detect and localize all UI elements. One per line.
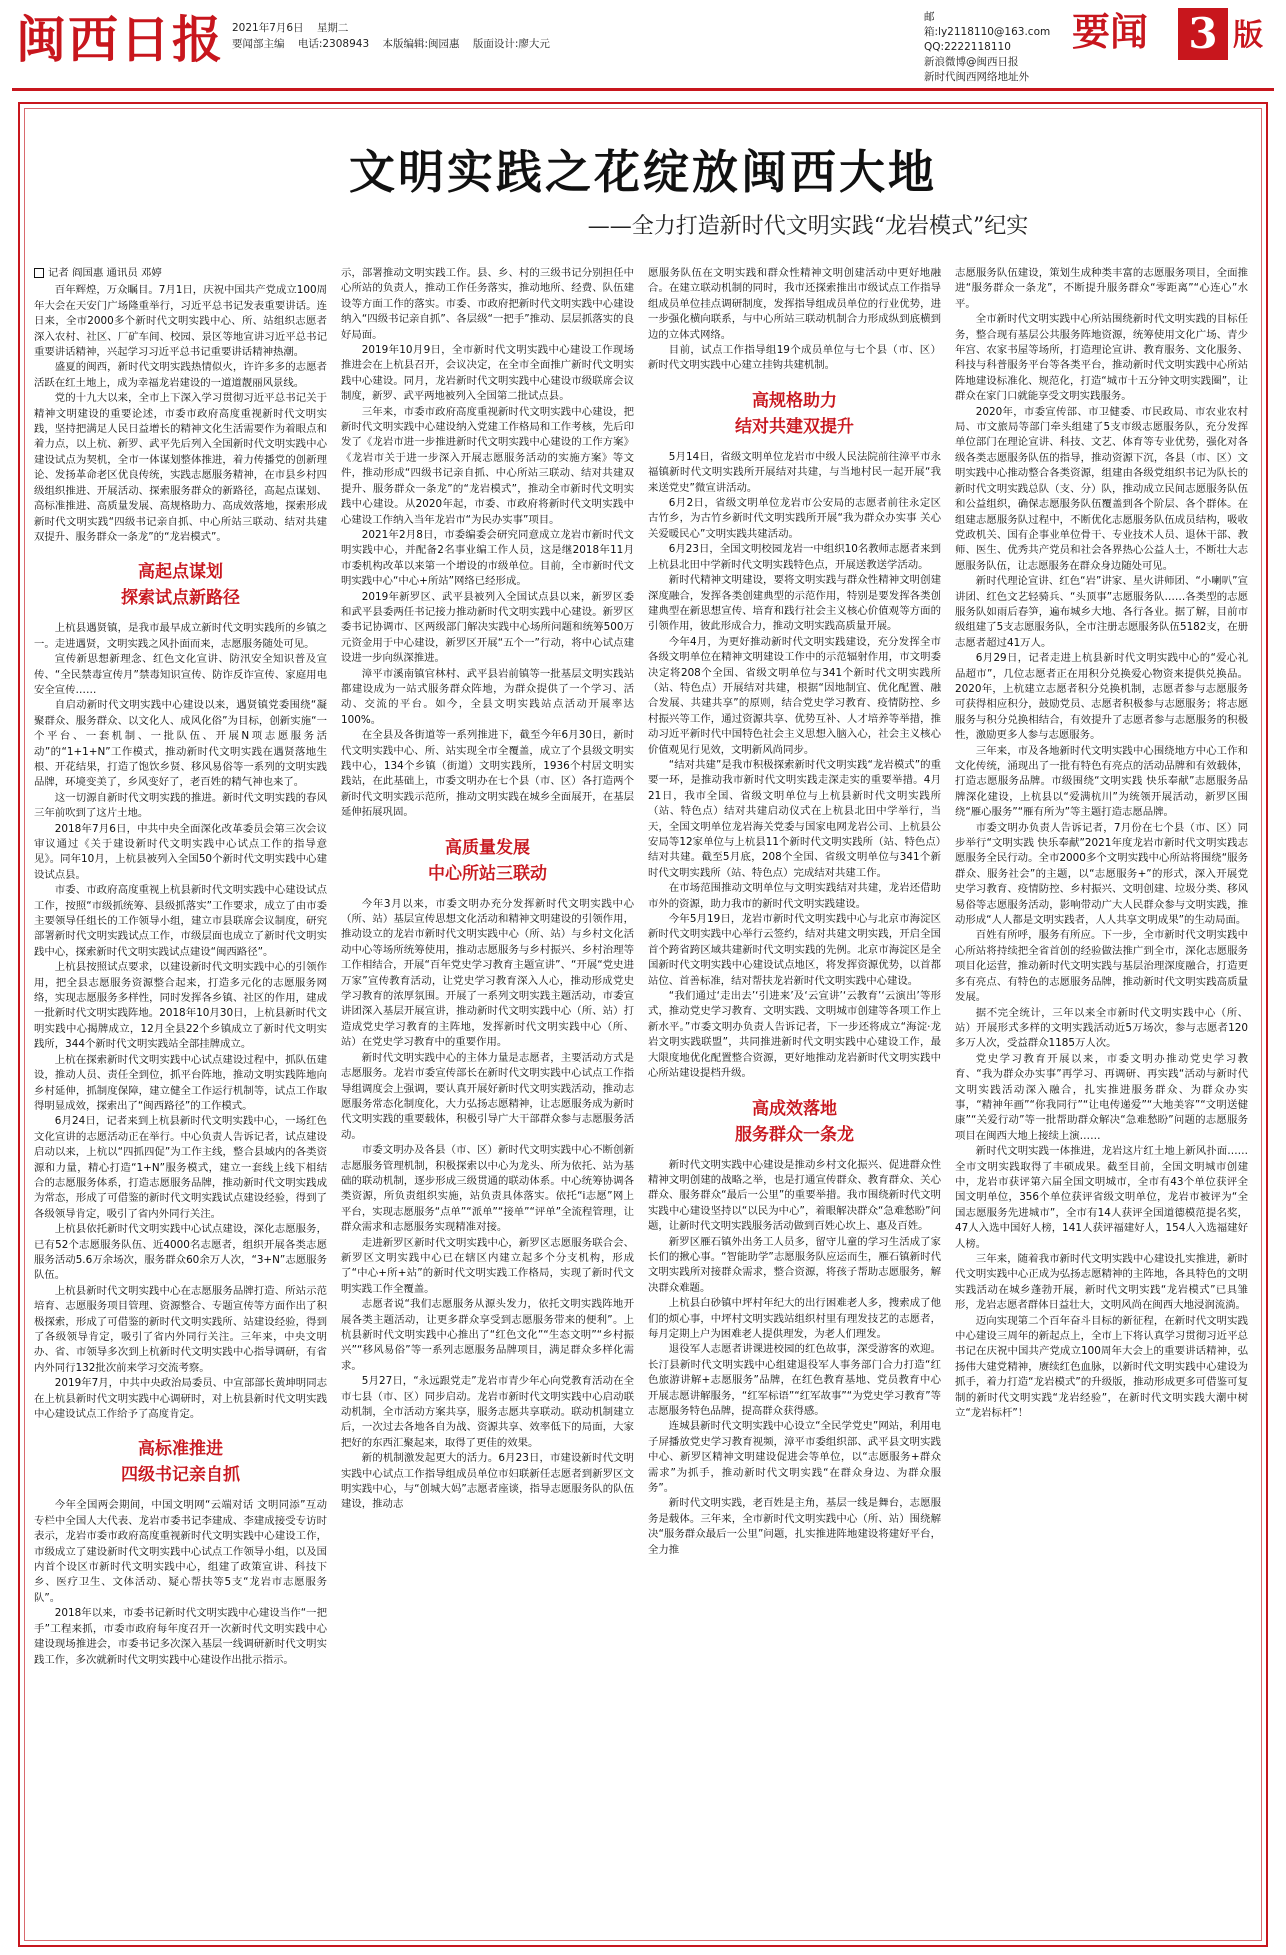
page-editor: 本版编辑:闽园惠 [382,38,460,50]
paragraph: 据不完全统计，三年以来全市新时代文明实践中心（所、站）开展形式多样的文明实践活动近5万场次，参与志愿者120多万人次，受益群众1185万人次。 [955,1006,1248,1050]
paragraph: 今年5月19日，龙岩市新时代文明实践中心与北京市海淀区新时代文明实践中心举行云签约，结对共建文明实践，开启全国首个跨省跨区域共建新时代文明实践的先例。北京市海淀区是全国新时代文明实践中心建设试点地区，将发挥资源优势，以首都站位、首善标准，结对帮扶龙岩新时代文明实践中心建设。 [648,913,941,987]
paragraph: 在市场范围推动文明单位与文明实践结对共建，龙岩还借助市外的资源，助力我市的新时代文明实践建设。 [648,882,941,910]
paragraph: 上杭县新时代文明实践中心在志愿服务品牌打造、所站示范培育、志愿服务项目管理、资源整合、专题宣传等方面作出了积极探索，形成了可借鉴的新时代文明实践所、站建设经验，得到了各级领导肯定，吸引了省内外同行关注。三年来，中央文明办、省、市领导多次到上杭新时代文明实践中心指导调研，有省内外同行132批次前来学习交流考察。 [34,1284,327,1374]
qq: QQ:2222118110 [924,41,1011,53]
issue-weekday: 星期二 [316,22,349,34]
article-frame [18,102,1268,1947]
paragraph: 6月2日，省级文明单位龙岩市公安局的志愿者前往永定区古竹乡，为古竹乡新时代文明实践所开展“我为群众办实事 关心关爱暖民心”文明实践共建活动。 [648,497,941,540]
paragraph: “我们通过‘走出去’‘引进来’及‘云宣讲’‘云教育’‘云演出’等形式，推动党史学习教育、文明实践、文明城市创建等各项工作上新水平。”市委文明办负责人告诉记者，下一步还将成立“海淀·龙岩文明实践联盟”，共同推进新时代文明实践中心建设工作，最大限度地优化配置整合资源，更好地推动龙岩新时代文明实践中心所站建设提档升级。 [648,990,941,1080]
masthead [0,0,1286,95]
paragraph: 今年全国两会期间，中国文明网“云端对话 文明同添”互动专栏中全国人大代表、龙岩市委书记李建成、李建成接受专访时表示，龙岩市委市政府高度重视新时代文明实践中心建设工作，市级成立了建设新时代文明实践中心试点工作领导小组，以及国内首个设区市新时代文明实践中心，组建了政策宣讲、科技下乡、医疗卫生、文体活动、疑心帮扶等5支“龙岩市志愿服务队”。 [34,1499,327,1604]
top-rule [12,88,1274,91]
subhead-3 [341,835,634,887]
paragraph: 5月27日，“永远跟党走”龙岩市青少年心向党教育活动在全市七县（市、区）同步启动。龙岩市新时代文明实践中心启动联动机制，全市活动方案共享，服务志愿共享联动。联动机制建立后，一次过去各地各自为战、资源共享、效率低下的局面，大家把好的东西汇聚起来，取得了更佳的效果。 [341,1375,634,1449]
paragraph: 宣传新思想新理念、红色文化宣讲、防汛安全知识普及宣传、“全民禁毒宣传月”禁毒知识宣传、防诈反诈宣传、家庭用电安全宣传…… [34,653,327,696]
department: 要闻部主编 [232,38,285,50]
subhead-1 [34,559,327,611]
paragraph: 志愿者说“我们志愿服务从源头发力，依托文明实践阵地开展各类主题活动，让更多群众享受到志愿服务带来的便利”。上杭县新时代文明实践中心推出了“红色文化”“生态文明”“乡村振兴”“移风易俗”等一系列志愿服务品牌项目，满足群众多样化需求。 [341,1298,634,1372]
byline-text: 记者 阎国惠 通讯员 邓婷 [48,267,162,279]
issue-date: 2021年7月6日 [232,22,304,34]
paragraph: 自启动新时代文明实践中心建设以来，遇贤镇党委围绕“凝聚群众、服务群众、以文化人、成风化俗”为目标，创新实施“一个平台、一套机制、一批队伍、开展N项志愿服务活动”的“1+1+N”工作模式，推动新时代文明实践在遇贤落地生根、开花结果，打造了饱饮乡贤、移风易俗等一系列的文明实践品牌，环境变美了，乡风变好了，老百姓的精气神也来了。 [34,699,327,789]
paragraph: 上杭县遇贤镇，是我市最早成立新时代文明实践所的乡镇之一。走进遇贤，文明实践之风扑面而来，志愿服务随处可见。 [34,622,327,650]
subhead-4 [648,388,941,440]
paragraph: 这一切源自新时代文明实践的推进。新时代文明实践的春风三年前吹到了这片土地。 [34,791,327,820]
paragraph: 新时代精神文明建设，要将文明实践与群众性精神文明创建深度融合，发挥各类创建典型的示范作用，特别是要发挥各类创建典型在新思想宣传、培育和践行社会主义核心价值观等方面的引领作用，彼此形成合力，推动文明实践高质量开展。 [648,574,941,633]
paragraph: 5月14日，省级文明单位龙岩市中级人民法院前往漳平市永福镇新时代文明实践所开展结对共建，与当地村民一起开展“我来送党史”微宣讲活动。 [648,450,941,494]
paragraph: 三年来，市委市政府高度重视新时代文明实践中心建设，把新时代文明实践中心建设纳入党建工作格局和工作考核，先后印发了《龙岩市进一步推进新时代文明实践中心建设的工作方案》《龙岩市关于进一步深入开展志愿服务活动的实施方案》等文件，推动形成“四级书记亲自抓、中心所站三联动、结对共建双提升、服务群众一条龙”的“龙岩模式”，推动全市新时代文明实践中心建设。从2020年起，市委、市政府将新时代文明实践中心建设工作纳入当年龙岩市“为民办实事”项目。 [341,405,634,526]
paragraph: 新的机制激发起更大的活力。6月23日，市建设新时代文明实践中心试点工作指导组成员单位市妇联新任志愿者到新罗区文明实践中心，与“创城大妈”志愿者座谈，指导志愿服务队的队伍建设，推动志 [341,1452,634,1511]
section-name: 要闻 [1072,9,1149,54]
subhead-line: 四级书记亲自抓 [121,1465,240,1486]
paragraph: “结对共建”是我市积极探索新时代文明实践“龙岩模式”的重要一环，是推动我市新时代文明实践走深走实的重要举措。4月21日，我市全国、省级文明单位与上杭县新时代文明实践所（站、特色点）结对共建启动仪式在上杭县北田中学举行，当天，全国文明单位龙岩海关党委与国家电网龙岩公司、上杭县公安局等12家单位与上杭县11个新时代文明实践所（站、特色点）结对共建。截至5月底，208个全国、省级文明单位与341个新时代文明实践所（站、特色点）完成结对共建工作。 [648,758,941,879]
subhead-5 [648,1096,941,1148]
paragraph: 目前，试点工作指导组19个成员单位与七个县（市、区）新时代文明实践中心建立挂钩共建机制。 [648,344,941,372]
page-suffix: 版 [1233,18,1263,53]
paragraph: 百年辉煌，万众瞩目。7月1日，庆祝中国共产党成立100周年大会在天安门广场隆重举行，习近平总书记发表重要讲话。连日来，全市2000多个新时代文明实践中心、所、站组织志愿者深入农村、社区、厂矿车间、校园、景区等地宣讲习近平总书记重要讲话精神，兴起学习习近平总书记重要讲话精神热潮。 [34,284,327,359]
website: 新时代闽西网络地址外 [924,71,1029,83]
subhead-line: 服务群众一条龙 [735,1124,854,1145]
paragraph: 盛夏的闽西，新时代文明实践热情似火，许许多多的志愿者活跃在红土地上，成为幸福龙岩建设的一道道靓丽风景线。 [34,361,327,389]
weibo: 新浪微博@闽西日报 [924,56,1019,68]
paragraph: 党的十九大以来，全市上下深入学习贯彻习近平总书记关于精神文明建设的重要论述，市委市政府高度重视新时代文明实践，坚持把满足人民日益增长的精神文化生活需要作为着眼点和着力点，以上杭、新罗、武平先后列入全国新时代文明实践中心建设试点为契机，全市一体谋划整体推进，着力传播党的创新理论、发扬革命老区优良传统，实践志愿服务精神，在市县乡村四级组织推进、开展活动、探索服务群众的新路径，高起点谋划、高标准推进、高质量发展、高规格助力、高成效落地，探索形成新时代文明实践“四级书记亲自抓、中心所站三联动、结对共建双提升、服务群众一条龙”的“龙岩模式”。 [34,392,327,543]
subhead-2 [34,1436,327,1488]
paragraph: 上杭县按照试点要求，以建设新时代文明实践中心的引领作用，把全县志愿服务资源整合起来，打造多元化的志愿服务网络，实现志愿服务多样性，同时发挥各乡镇、社区的作用，建成一批新时代文明实践阵地。2018年10月30日，上杭县新时代文明实践中心揭牌成立，12月全县22个乡镇成立了新时代文明实践所，344个新时代文明实践站全部挂牌成立。 [34,961,327,1051]
subhead-line: 高标准推进 [138,1439,223,1460]
subhead-line: 中心所站三联动 [428,863,547,884]
paragraph: 新时代文明实践中心的主体力量是志愿者，主要活动方式是志愿服务。龙岩市委宣传部长在新时代文明实践中心试点工作指导组调度会上强调，要认真开展好新时代文明实践活动，推动志愿服务常态化制度化，大力弘扬志愿精神，让志愿服务成为新时代文明实践的重要载体，积极引导广大干部群众参与志愿服务活动。 [341,1051,634,1141]
page-number: 3 [1178,8,1228,60]
article-body [34,266,1248,1934]
paragraph: 示，部署推动文明实践工作。县、乡、村的三级书记分别担任中心所站的负责人，推动工作任务落实，推动地所、经费、队伍建设等方面工作的落实。市委、市政府把新时代文明实践中心建设纳入“四级书记亲自抓”、各层级“一把手”推动、层层抓落实的良好局面。 [341,267,634,341]
paragraph: 迈向实现第二个百年奋斗目标的新征程，在新时代文明实践中心建设三周年的新起点上，全市上下将认真学习贯彻习近平总书记在庆祝中国共产党成立100周年大会上的重要讲话精神，弘扬伟大建党精神，赓续红色血脉，以新时代文明实践中心建设为抓手，着力打造“龙岩模式”的升级版，推动形成更多可借鉴可复制的新时代文明实践“龙岩经验”，在新时代文明实践大潮中树立“龙岩标杆”！ [955,1314,1248,1420]
paragraph: 6月29日，记者走进上杭县新时代文明实践中心的“爱心礼品超市”，几位志愿者正在用积分兑换爱心物资来提供兑换品。2020年，上杭建立志愿者积分兑换机制，志愿者参与志愿服务可获得相应积分，鼓励党员、志愿者积极参与志愿服务；将志愿服务与积分兑换相结合，有效提升了志愿者参与志愿服务的积极性，激励更多人参与志愿服务。 [955,652,1248,742]
paragraph: 2018年以来，市委书记新时代文明实践中心建设当作“一把手”工程来抓，市委市政府每年度召开一次新时代文明实践中心建设现场推进会，市委书记多次深入基层一线调研新时代文明实践工作，多次就新时代文明实践中心建设作出批示指示。 [34,1607,327,1666]
paragraph: 2020年，市委宣传部、市卫健委、市民政局、市农业农村局、市文旅局等部门牵头组建了5支市级志愿服务队，充分发挥单位部门在理论宣讲、科技、文艺、体育等专业优势，强化对各级各类志愿服务队伍的指导，推动资源下沉，各县（市、区）文明实践中心推动整合各类资源，组建由各级党组织书记为队长的新时代文明实践总队（支、分）队，推动成立民间志愿服务队伍和公益组织，确保志愿服务队伍覆盖到各个阶层、各个群体。在组建志愿服务队过程中，不断优化志愿服务队伍成员结构，吸收党政机关、国有企事业单位骨干、专业技术人员、退休干部、教师、医生、优秀共产党员和社会各界热心公益人士，不断壮大志愿服务队伍，让志愿服务在群众身边随处可见。 [955,405,1248,572]
phone: 电话:2308943 [297,38,370,50]
paragraph: 新时代理论宣讲、红色“岩”讲家、星火讲师团、“小喇叭”宣讲团、红色文艺轻骑兵、“头顶事”志愿服务队……各类型的志愿服务队如雨后春笋，遍布城乡大地、各行各业。据了解，目前市级组建了5支志愿服务队，全市注册志愿服务队伍5182支，在册志愿者超过41万人。 [955,575,1248,649]
paragraph: 愿服务队伍在文明实践和群众性精神文明创建活动中更好地融合。在建立联动机制的同时，我市还探索推出市级试点工作指导组成员单位挂点调研制度，发挥指导组成员单位的行业优势，进一步强化横向联系，与中心所站三联动机制合力形成纵到底横到边的立体式网络。 [648,267,941,341]
column-2 [341,266,634,1934]
issue-info [232,20,560,52]
paragraph: 新时代文明实践，老百姓是主角，基层一线是舞台，志愿服务是载体。三年来，全市新时代文明实践中心（所、站）围绕解决“服务群众最后一公里”问题，扎实推进阵地建设将建好平台，全力推 [648,1497,941,1556]
paragraph: 全市新时代文明实践中心所站围绕新时代文明实践的目标任务，整合现有基层公共服务阵地资源，统筹使用文化广场、青少年宫、农家书屋等场所，打造理论宣讲、教育服务、文化服务、科技与科普服务平台等各类平台，推动新时代文明实践中心所站阵地建设标准化、规范化，打造“城市十五分钟文明实践圈”，让群众在家门口就能享受文明实践服务。 [955,313,1248,403]
paragraph: 连城县新时代文明实践中心设立“全民学党史”网站，利用电子屏播放党史学习教育视频，漳平市委组织部、武平县文明实践中心、新罗区精神文明建设促进会等单位，以“志愿服务+群众需求”为抓手，推动新时代文明实践“在群众身边、为群众服务”。 [648,1420,941,1495]
paragraph: 2019年新罗区、武平县被列入全国试点县以来，新罗区委和武平县委两任书记接力推动新时代文明实践中心建设。新罗区委书记协调市、区两级部门解决实践中心场所问题和统筹500万元资金用于中心建设，新罗区开展“五个一”行动，将中心试点建设进一步向纵深推进。 [341,590,634,665]
column-1 [34,266,327,1934]
paragraph: 志愿服务队伍建设，策划生成种类丰富的志愿服务项目，全面推进“服务群众一条龙”，不断提升服务群众“零距离”“心连心”水平。 [955,267,1248,310]
paragraph: 走进新罗区新时代文明实践中心，新罗区志愿服务联合会、新罗区文明实践中心已在辖区内建立起多个分支机构，形成了“中心+所+站”的新时代文明实践工作格局，实现了新时代文明实践工作全覆盖。 [341,1236,634,1295]
paragraph: 新时代文明实践中心建设是推动乡村文化振兴、促进群众性精神文明创建的战略之举，也是打通宣传群众、教育群众、关心群众、服务群众“最后一公里”的重要举措。我市围绕新时代文明实践中心建设坚持以“以民为中心”，着眼解决群众“急难愁盼”问题，让新时代文明实践服务活动做到百姓心坎上、惠及百姓。 [648,1158,941,1233]
column-4 [955,266,1248,1934]
paragraph: 上杭县依托新时代文明实践中心试点建设，深化志愿服务，已有52个志愿服务队伍、近4000名志愿者，组织开展各类志愿服务活动5.6万余场次，服务群众60余万人次，“3+N”志愿服务队伍。 [34,1223,327,1282]
paragraph: 今年4月，为更好推动新时代文明实践建设，充分发挥全市各级文明单位在精神文明建设工作中的示范辐射作用，市文明委决定将208个全国、省级文明单位与341个新时代文明实践所（站、特色点）开展结对共建，根据“因地制宜、优化配置、融合发展、共建共享”的原则，结合党史学习教育、疫情防控、乡村振兴等工作，通过资源共享、优势互补、人才培养等举措，推动习近平新时代中国特色社会主义思想入脑入心，社会主义核心价值观见行见效，文明新风尚同步。 [648,635,941,756]
paragraph: 三年来，随着我市新时代文明实践中心建设扎实推进，新时代文明实践中心正成为弘扬志愿精神的主阵地，各具特色的文明实践活动在城乡蓬勃开展，新时代文明实践“龙岩模式”已具雏形，龙岩志愿者群体日益壮大，文明风尚在闽西大地浸润流淌。 [955,1253,1248,1312]
paragraph: 2021年2月8日，市委编委会研究同意成立龙岩市新时代文明实践中心，并配备2名事业编工作人员，这是继2018年11月市委机构改革以来第一个增设的市级单位。目前，全市新时代文明实践中心“中心+所站”网络已经形成。 [341,528,634,588]
paragraph: 新时代文明实践一体推进，龙岩这片红土地上新风扑面……全市文明实践取得了丰硕成果。截至目前，全国文明城市创建中，龙岩市获评第六届全国文明城市，全市有43个单位获评全国文明单位，356个单位获评省级文明单位，龙岩市被评为“全国志愿服务先进城市”，全市有14人获评全国道德模范提名奖，47人入选中国好人榜，141人获评福建好人，154人入选福建好人榜。 [955,1145,1248,1250]
subhead-line: 高规格助力 [752,390,837,411]
newspaper-logo: 闽西日报 [16,10,224,69]
subhead-line: 高质量发展 [445,837,530,858]
paragraph: 百姓有所呼，服务有所应。下一步，全市新时代文明实践中心所站将持续把全省首创的经验做法推广到全市，深化志愿服务项目化运营，推动新时代文明实践与基层治理深度融合，打造更多有亮点、有特色的志愿服务品牌，推动新时代文明实践高质量发展。 [955,929,1248,1004]
article-subtitle: ——全力打造新时代文明实践“龙岩模式”纪实 [587,214,1029,239]
paragraph: 新罗区雁石镇外出务工人员多，留守儿童的学习生活成了家长们的揪心事。“智能助学”志愿服务队应运而生，雁石镇新时代文明实践所对接群众需求，整合资源，将孩子帮助志愿服务，解决群众难题。 [648,1235,941,1294]
paragraph: 今年3月以来，市委文明办充分发挥新时代文明实践中心（所、站）基层宣传思想文化活动和精神文明建设的引领作用，推动设立的龙岩市新时代文明实践中心（所、站）与乡村文化活动中心等场所统筹使用，推动志愿服务与乡村振兴、乡村治理等工作相结合，开展“百年党史学习教育主题宣讲”、“开展“党史进万家”宣传教育活动，让党史学习教育深入人心，推动形成党史学习教育的浓厚氛围。开展了一系列文明实践主题活动，市委宣讲团深入基层开展宣讲，推动新时代文明实践中心（所、站）打造成党史学习教育的主阵地，发挥新时代文明实践中心（所、站）在党史学习教育中的重要作用。 [341,897,634,1049]
paragraph: 6月24日，记者来到上杭县新时代文明实践中心，一场红色文化宣讲的志愿活动正在举行。中心负责人告诉记者，试点建设启动以来，上杭以“四抓四促”为工作主线，整合县域内的各类资源和力量，精心打造“1+N”服务模式，建立一套线上线下相结合的志愿服务体系，打造志愿服务品牌，推动新时代文明实践成为常态，形成了可借鉴的新时代文明实践试点建设经验，得到了各级领导肯定，吸引了省内外同行关注。 [34,1115,327,1220]
byline-box-icon [34,268,44,278]
paragraph: 2019年7月，中共中央政治局委员、中宣部部长黄坤明同志在上杭县新时代文明实践中心调研时，对上杭县新时代文明实践中心建设试点工作给予了高度肯定。 [34,1377,327,1421]
paragraph: 在全县及各街道等一系列推进下，截至今年6月30日，新时代文明实践中心、所、站实现全市全覆盖，成立了个县级文明实践中心，134个乡镇（街道）文明实践所，1936个村居文明实践站，在此基础上，市委文明办在七个县（市、区）各打造两个新时代文明实践示范所，推动文明实践在城乡全面展开，在基层延伸拓展巩固。 [341,729,634,819]
page-designer: 版面设计:廖大元 [472,38,550,50]
column-3 [648,266,941,1934]
contact-info [924,10,1059,85]
subhead-line: 高起点谋划 [138,562,223,583]
byline [34,266,327,281]
email: 邮箱:ly2118110@163.com [924,11,1051,38]
paragraph: 党史学习教育开展以来，市委文明办推动党史学习教育、“我为群众办实事”再学习、再调研、再实践“活动与新时代文明实践活动深入融合，扎实推进服务群众、为群众办实事，“精神年画”“你我同行”“让电传递爱”“大地美容”“文明送健康”“关爱行动”等一批帮助群众解决“急难愁盼”问题的志愿服务项目在闽西大地上接续上演…… [955,1052,1248,1142]
paragraph: 市委、市政府高度重视上杭县新时代文明实践中心建设试点工作，按照“市级抓统筹、县级抓落实”工作要求，成立了由市委主要领导任组长的工作领导小组，建立市县联席会议制度，研究部署新时代文明实践试点工作，市级层面也成立了新时代文明实践中心，探索新时代文明实践试点建设“闽西路径”。 [34,884,327,958]
paragraph: 退役军人志愿者讲课进校园的红色故事，深受游客的欢迎。长汀县新时代文明实践中心组建退役军人事务部门合力打造“红色旅游讲解+志愿服务”品牌，在红色教育基地、党员教育中心开展志愿讲解服务，“红军标语”“红军故事”“为党史学习教育”等志愿服务特色品牌，提高群众获得感。 [648,1343,941,1417]
paragraph: 市委文明办及各县（市、区）新时代文明实践中心不断创新志愿服务管理机制，积极探索以中心为龙头、所为依托、站为基础的联动机制，逐步形成三级贯通的联动体系。中心统筹协调各类资源，所负责组织实施，站负责具体落实。依托“i志愿”网上平台，实现志愿服务“点单”“派单”“接单”“评单”全流程管理，让群众需求和志愿服务实现精准对接。 [341,1144,634,1234]
subhead-line: 高成效落地 [752,1098,837,1119]
paragraph: 漳平市溪南镇官林村、武平县岩前镇等一批基层文明实践站都建设成为一站式服务群众阵地，为群众提供了一个学习、活动、交流的平台。如今，全县文明实践站点活动开展率达100%。 [341,667,634,726]
paragraph: 6月23日，全国文明校园龙岩一中组织10名教师志愿者来到上杭县北田中学新时代文明实践特色点，开展送教送学活动。 [648,543,941,571]
subhead-line: 探索试点新路径 [121,588,240,609]
article-title: 文明实践之花绽放闽西大地 [349,145,937,199]
paragraph: 三年来，市及各地新时代文明实践中心围绕地方中心工作和文化传统，涌现出了一批有特色有亮点的活动品牌和有效载体，打造志愿服务品牌。市级围绕“文明实践 快乐奉献”志愿服务品牌深化建设，上杭县以“爱满杭川”为统领开展活动，新罗区围绕“雁心服务”“雁有所为”等主题打造志愿品牌。 [955,744,1248,819]
paragraph: 上杭县白砂镇中坪村年纪大的出行困难老人多，搜索成了他们的烦心事，中坪村文明实践站组织村里有理发技艺的志愿者，每月定期上户为困难老人提供理发，为老人们理发。 [648,1297,941,1340]
paragraph: 上杭在探索新时代文明实践中心试点建设过程中，抓队伍建设，推动人员、责任全到位，抓平台阵地，推动文明实践阵地向乡村延伸，抓制度保障，建立健全工作运行机制等，试点工作取得明显成效，探索出了“闽西路径”的工作模式。 [34,1053,327,1112]
paragraph: 2018年7月6日，中共中央全面深化改革委员会第三次会议审议通过《关于建设新时代文明实践中心试点工作的指导意见》。同年10月，上杭县被列入全国50个新时代文明实践中心建设试点县。 [34,822,327,881]
paragraph: 2019年10月9日，全市新时代文明实践中心建设工作现场推进会在上杭县召开，会议决定，在全市全面推广新时代文明实践中心建设。同月，龙岩新时代文明实践中心建设市级联席会议制度，新罗、武平两地被列入全国第二批试点县。 [341,344,634,403]
paragraph: 市委文明办负责人告诉记者，7月份在七个县（市、区）同步举行“文明实践 快乐奉献”2021年度龙岩市新时代文明实践志愿服务全民行动。全市2000多个文明实践中心所站将围绕“服务群众、服务社会”的主题，以“志愿服务+”的形式，深入开展党史学习教育、疫情防控、乡村振兴、文明创建、垃圾分类、移风易俗等志愿服务活动，影响带动广大人民群众参与文明实践，推动形成“人人都是文明实践者，人人共享文明成果”的生动局面。 [955,821,1248,927]
subhead-line: 结对共建双提升 [735,416,854,437]
